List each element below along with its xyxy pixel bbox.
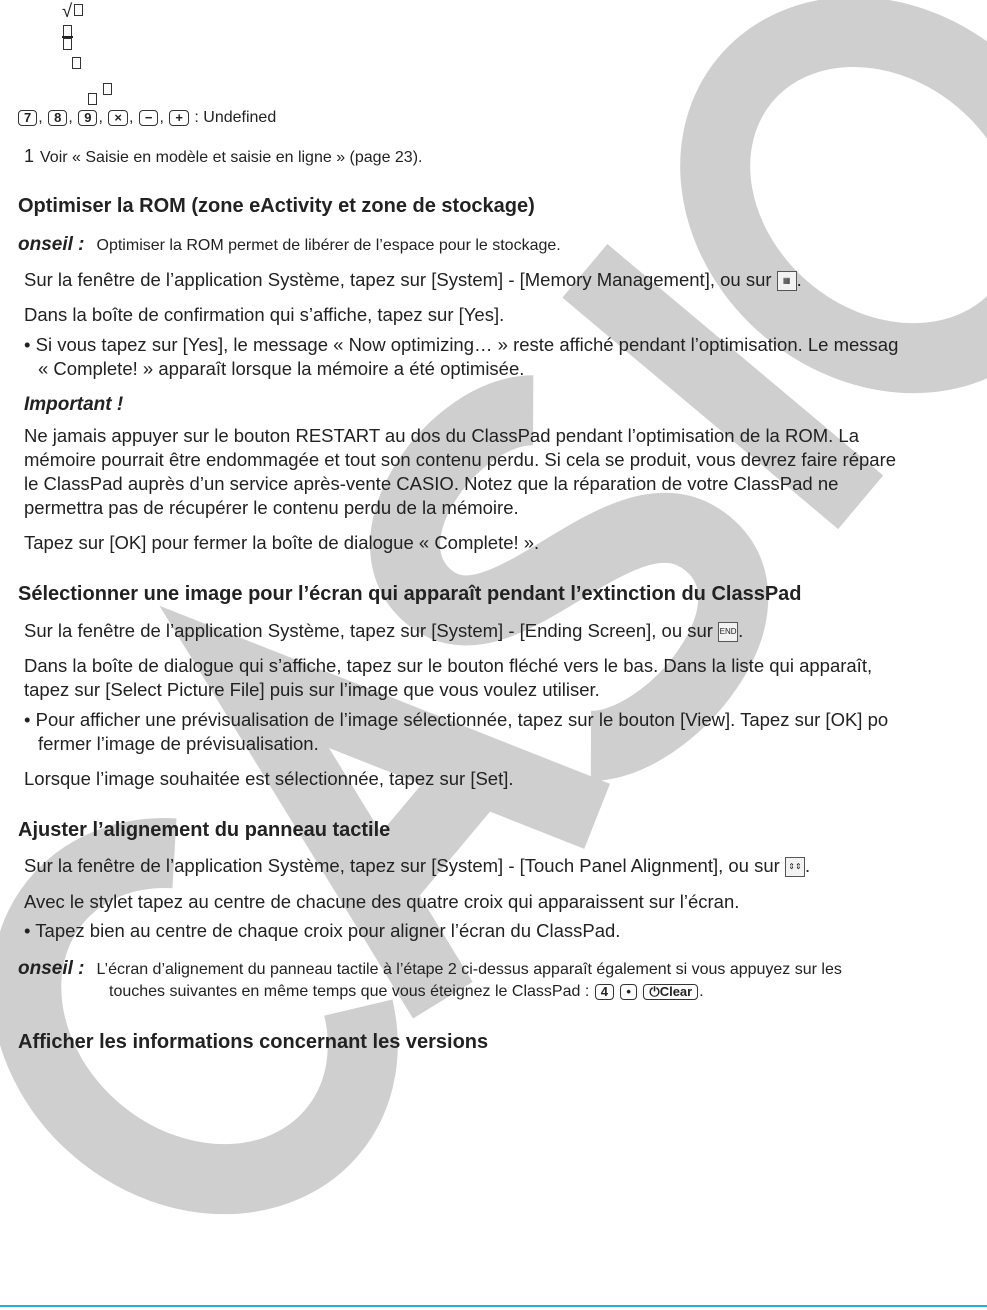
placeholder-box <box>72 57 81 69</box>
important-text: permettra pas de récupérer le contenu perdu de la mémoire. <box>24 497 519 518</box>
step-cont: tapez sur [Select Picture File] puis sur l’image que vous voulez utiliser. <box>24 679 600 700</box>
tip-label: onseil : <box>18 234 85 255</box>
section-title: Optimiser la ROM (zone eActivity et zone de stockage) <box>18 195 535 217</box>
key-8: 8 <box>48 110 67 126</box>
footer-rule <box>0 1305 987 1307</box>
step: Sur la fenêtre de l’application Système, tapez sur [System] - [Ending Screen], ou sur END. <box>24 620 744 641</box>
footnote <box>24 145 422 169</box>
step-text: Sur la fenêtre de l’application Système, tapez sur [System] - [Memory Management], ou sur <box>24 269 772 290</box>
tip-text: Optimiser la ROM permet de libérer de l’espace pour le stockage. <box>96 237 561 254</box>
key-power-clear: ⏻Clear <box>643 984 698 1000</box>
important-text: le ClassPad auprès d’un service après-vente CASIO. Notez que la réparation de votre ClassPad ne <box>24 473 839 494</box>
bullet: • Pour afficher une prévisualisation de l’image sélectionnée, tapez sur le bouton [View]. Tapez sur [OK] po <box>24 709 889 730</box>
watermark-letter-o <box>649 0 987 426</box>
step-text: Sur la fenêtre de l’application Système, tapez sur [System] - [Ending Screen], ou sur <box>24 620 713 641</box>
section-title: Sélectionner une image pour l’écran qui apparaît pendant l’extinction du ClassPad <box>18 583 802 605</box>
important-label: Important ! <box>24 394 124 415</box>
undefined-label: : Undefined <box>194 109 277 126</box>
placeholder-box <box>74 4 83 16</box>
tip-label: onseil : <box>18 958 85 979</box>
step: Dans la boîte de dialogue qui s’affiche, tapez sur le bouton fléché vers le bas. Dans la liste qui apparaît, <box>24 655 873 676</box>
bullet: • Si vous tapez sur [Yes], le message « Now optimizing… » reste affiché pendant l’optimisation. Le messag <box>24 334 899 355</box>
bullet: • Tapez bien au centre de chaque croix pour aligner l’écran du ClassPad. <box>24 920 621 941</box>
memory-management-icon: ▦ <box>777 271 797 291</box>
tip <box>18 958 842 981</box>
bullet-cont: fermer l’image de prévisualisation. <box>38 733 319 754</box>
sqrt-symbol: √ <box>62 0 73 21</box>
placeholder-box <box>88 93 97 105</box>
important-text: Ne jamais appuyer sur le bouton RESTART au dos du ClassPad pendant l’optimisation de la ROM. La <box>24 425 860 446</box>
step: Avec le stylet tapez au centre de chacune des quatre croix qui apparaissent sur l’écran. <box>24 891 740 912</box>
footnote-number: 1 <box>24 146 35 166</box>
key-minus: − <box>139 110 159 126</box>
important-text: mémoire pourrait être endommagée et tout son contenu perdu. Si cela se produit, vous devrez faire répare <box>24 449 897 470</box>
footnote-text: Voir « Saisie en modèle et saisie en ligne » (page 23). <box>40 149 423 166</box>
step-text: Sur la fenêtre de l’application Système, tapez sur [System] - [Touch Panel Alignment], ou sur <box>24 855 780 876</box>
touch-alignment-icon: ⇕⇕ <box>785 857 805 877</box>
placeholder-box <box>63 38 72 50</box>
tip-text: touches suivantes en même temps que vous éteignez le ClassPad : <box>109 983 590 1000</box>
bullet-cont: « Complete! » apparaît lorsque la mémoire a été optimisée. <box>38 358 525 379</box>
tip-cont: touches suivantes en même temps que vous éteignez le ClassPad : 4 • ⏻Clear . <box>109 983 704 1000</box>
step: Dans la boîte de confirmation qui s’affiche, tapez sur [Yes]. <box>24 304 505 325</box>
ending-screen-icon: END <box>718 622 738 642</box>
step: Tapez sur [OK] pour fermer la boîte de dialogue « Complete! ». <box>24 532 540 553</box>
placeholder-box <box>103 83 112 95</box>
tip-text: L’écran d’alignement du panneau tactile à l’étape 2 ci-dessus apparaît également si vous appuyez sur les <box>96 961 842 978</box>
sqrt-template <box>62 0 72 22</box>
section-title: Ajuster l’alignement du panneau tactile <box>18 819 391 841</box>
key-dot: • <box>620 984 637 1000</box>
key-9: 9 <box>78 110 97 126</box>
key-7: 7 <box>18 110 37 126</box>
key-multiply: × <box>108 110 128 126</box>
key-plus: + <box>169 110 189 126</box>
step: Sur la fenêtre de l’application Système, tapez sur [System] - [Memory Management], ou sur ▦ . <box>24 269 802 290</box>
step: Sur la fenêtre de l’application Système, tapez sur [System] - [Touch Panel Alignment], ou sur ⇕⇕ . <box>24 855 811 876</box>
tip <box>18 234 561 257</box>
key-4: 4 <box>595 984 614 1000</box>
step: Lorsque l’image souhaitée est sélectionnée, tapez sur [Set]. <box>24 768 514 789</box>
section-title: Afficher les informations concernant les versions <box>18 1031 489 1053</box>
keys-undefined-line: 7 , 8 , 9 , × , − , + : Undefined <box>17 107 276 129</box>
